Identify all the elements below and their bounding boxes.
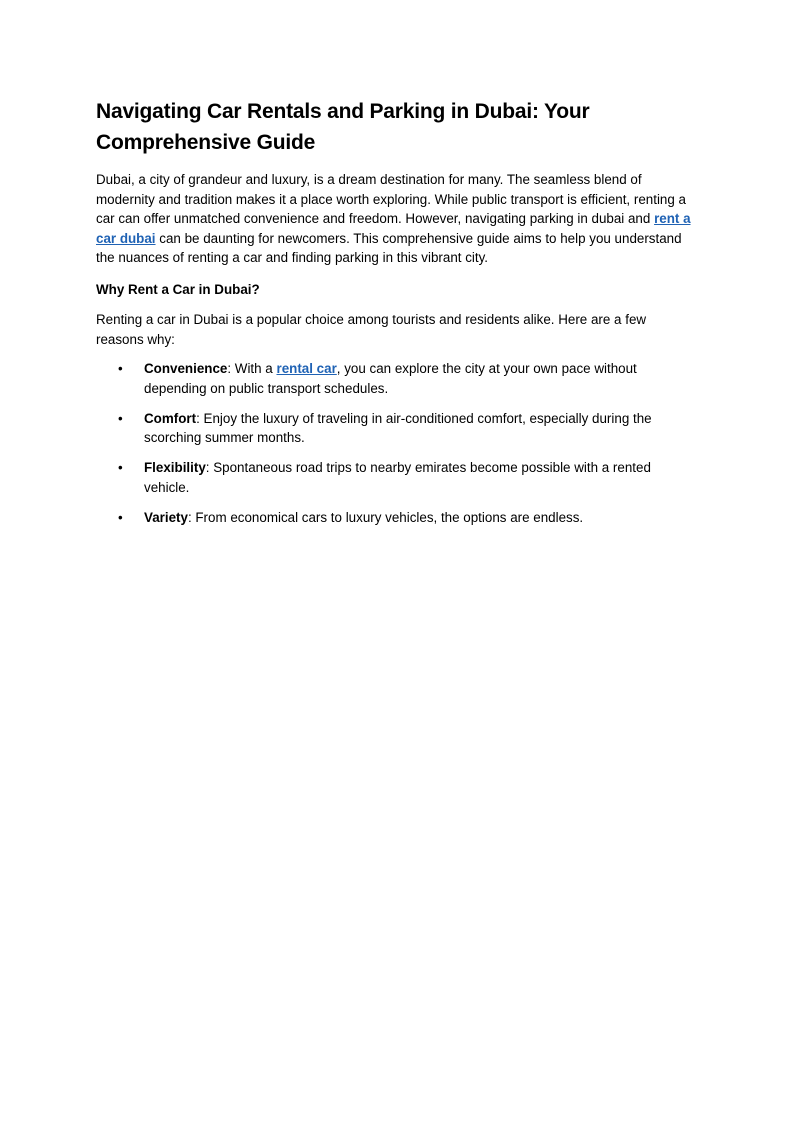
rental-car-link[interactable]: rental car (276, 361, 337, 376)
section-heading: Why Rent a Car in Dubai? (96, 281, 260, 297)
reason-term: Convenience (144, 361, 228, 376)
bullet-icon: • (118, 460, 123, 475)
page-title: Navigating Car Rentals and Parking in Dubai: Your Comprehensive Guide (96, 100, 590, 154)
bullet-icon: • (118, 509, 123, 525)
reason-term: Variety (144, 509, 188, 525)
document-page (96, 96, 696, 538)
bullet-icon: • (118, 410, 123, 426)
reason-text-before-link: : With a (227, 361, 277, 376)
section-lead-paragraph: Renting a car in Dubai is a popular choice among tourists and residents alike. Here are a few reasons why: (96, 312, 647, 347)
bullet-icon: • (118, 361, 123, 376)
reasons-list (96, 359, 696, 527)
list-item-variety (96, 508, 696, 528)
list-item-comfort (96, 409, 696, 448)
rent-a-car-dubai-link[interactable]: rent a car dubai (96, 211, 691, 246)
reason-text: : Enjoy the luxury of traveling in air-conditioned comfort, especially during the scorching summer months. (144, 410, 652, 445)
intro-paragraph (96, 170, 696, 268)
intro-text-after-link: can be daunting for newcomers. This comprehensive guide aims to help you understand the nuances of renting a car and finding parking in this vibrant city. (96, 230, 682, 265)
reason-term: Flexibility (144, 460, 206, 475)
list-item-convenience (96, 359, 696, 398)
intro-text-before-link: Dubai, a city of grandeur and luxury, is a dream destination for many. The seamless blend of modernity and tradition makes it a place worth exploring. While public transport is efficient, renting a car can offer unmatched convenience and freedom. However, navigating parking in dubai and (96, 172, 686, 226)
reason-text: : From economical cars to luxury vehicles, the options are endless. (187, 509, 584, 525)
reason-text: , you can explore the city at your own pace without depending on public transport schedules. (144, 361, 637, 396)
reason-text: : Spontaneous road trips to nearby emirates become possible with a rented vehicle. (144, 460, 651, 495)
reason-term: Comfort (144, 410, 197, 426)
list-item-flexibility (96, 458, 696, 497)
